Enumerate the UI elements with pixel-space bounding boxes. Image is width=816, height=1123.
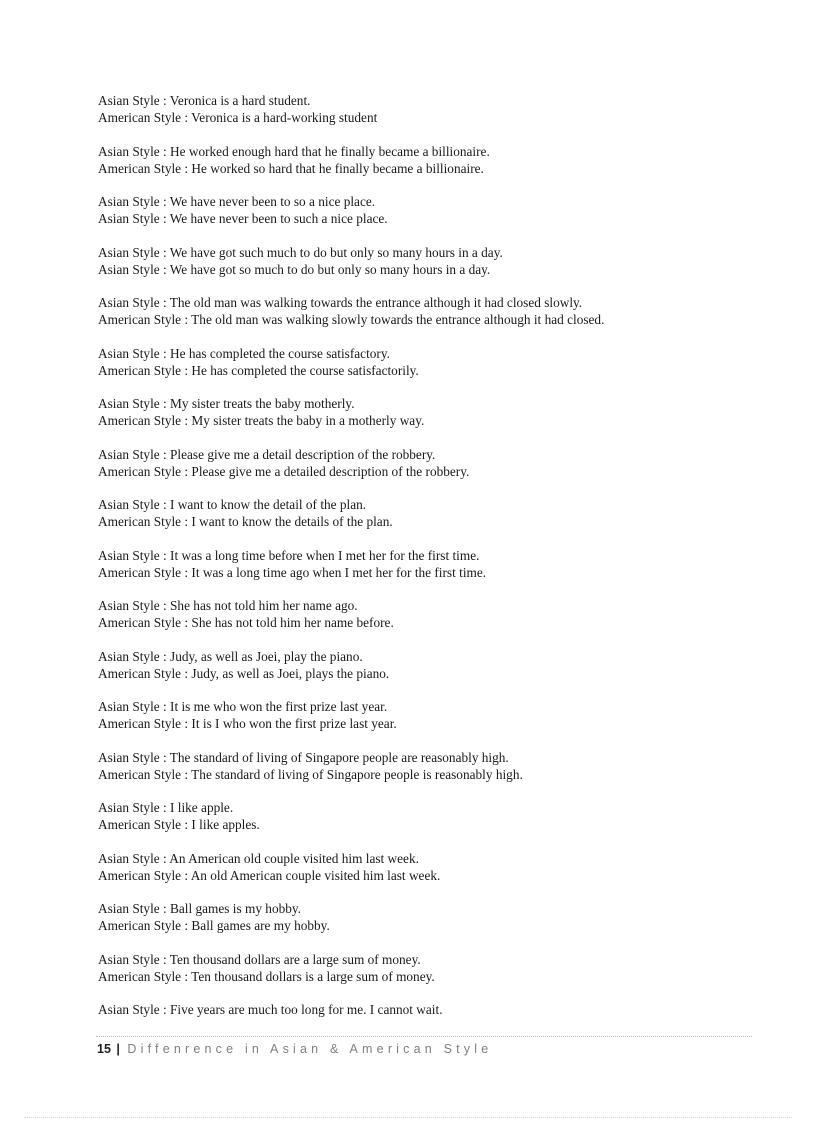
example-pair <box>98 749 778 783</box>
example-pair <box>98 345 778 379</box>
example-pair <box>98 244 778 278</box>
example-pair <box>98 294 778 328</box>
example-pair <box>98 900 778 934</box>
example-line-first: Asian Style : My sister treats the baby motherly. <box>98 396 355 411</box>
example-pair <box>98 496 778 530</box>
example-line-first: Asian Style : It was a long time before when I met her for the first time. <box>98 547 480 563</box>
example-pair <box>98 446 778 480</box>
example-line-second: American Style : Ball games are my hobby. <box>98 918 330 933</box>
example-line-first: Asian Style : The old man was walking towards the entrance although it had closed slowly. <box>98 295 583 310</box>
example-line-first: Asian Style : Ten thousand dollars are a large sum of money. <box>98 951 421 967</box>
example-line-first: Asian Style : Please give me a detail description of the robbery. <box>98 446 436 462</box>
example-line-first: Asian Style : Ball games is my hobby. <box>98 901 302 916</box>
example-line-second: American Style : Please give me a detailed description of the robbery. <box>98 463 470 479</box>
example-pair <box>98 395 778 429</box>
example-pair <box>98 799 778 833</box>
page-number: 15 <box>97 1042 111 1056</box>
footer-separator: | <box>116 1042 120 1056</box>
example-pair <box>98 1001 778 1018</box>
example-line-second: American Style : He worked so hard that he finally became a billionaire. <box>98 160 484 176</box>
example-line-second: American Style : An old American couple visited him last week. <box>98 867 441 883</box>
example-line-first: Asian Style : She has not told him her name ago. <box>98 598 358 613</box>
example-line-first: Asian Style : It is me who won the first prize last year. <box>98 699 388 714</box>
example-line-first: Asian Style : He has completed the course satisfactory. <box>98 345 390 361</box>
document-body <box>98 92 778 1035</box>
example-line-second: American Style : Judy, as well as Joei, plays the piano. <box>98 665 390 681</box>
example-pair <box>98 850 778 884</box>
example-line-first: Asian Style : He worked enough hard that he finally became a billionaire. <box>98 143 490 159</box>
example-line-first: Asian Style : Five years are much too long for me. I cannot wait. <box>98 1002 443 1017</box>
example-line-second: American Style : The standard of living of Singapore people is reasonably high. <box>98 766 523 782</box>
example-line-second: American Style : It is I who won the first prize last year. <box>98 716 397 731</box>
example-pair <box>98 92 778 126</box>
example-line-second: American Style : I like apples. <box>98 817 260 832</box>
example-line-first: Asian Style : An American old couple visited him last week. <box>98 850 419 866</box>
example-pair <box>98 698 778 732</box>
example-line-second: Asian Style : We have got so much to do but only so many hours in a day. <box>98 261 491 277</box>
example-line-second: American Style : My sister treats the baby in a motherly way. <box>98 413 425 428</box>
example-line-first: Asian Style : The standard of living of Singapore people are reasonably high. <box>98 749 509 765</box>
example-line-second: American Style : She has not told him her name before. <box>98 615 394 630</box>
example-line-first: Asian Style : We have got such much to do but only so many hours in a day. <box>98 244 503 260</box>
footer-document-title: Diffenrence in Asian & American Style <box>127 1042 493 1056</box>
page-bottom-edge <box>24 1117 792 1118</box>
example-line-first: Asian Style : I like apple. <box>98 800 234 815</box>
example-pair <box>98 951 778 985</box>
example-line-second: American Style : It was a long time ago when I met her for the first time. <box>98 564 487 580</box>
example-pair <box>98 547 778 581</box>
example-pair <box>98 648 778 682</box>
example-line-first: Asian Style : I want to know the detail of the plan. <box>98 497 367 512</box>
example-line-first: Asian Style : Judy, as well as Joei, play the piano. <box>98 648 363 664</box>
example-pair <box>98 143 778 177</box>
page-footer <box>97 1040 492 1058</box>
footer-divider <box>96 1036 752 1037</box>
example-line-second: American Style : The old man was walking slowly towards the entrance although it had closed. <box>98 312 605 327</box>
example-line-second: Asian Style : We have never been to such a nice place. <box>98 211 388 226</box>
example-line-second: American Style : He has completed the course satisfactorily. <box>98 362 419 378</box>
example-pair <box>98 193 778 227</box>
example-line-first: Asian Style : Veronica is a hard student. <box>98 93 311 108</box>
example-line-second: American Style : Veronica is a hard-working student <box>98 110 378 125</box>
example-line-second: American Style : I want to know the details of the plan. <box>98 514 393 529</box>
example-line-second: American Style : Ten thousand dollars is a large sum of money. <box>98 968 435 984</box>
example-line-first: Asian Style : We have never been to so a nice place. <box>98 194 376 209</box>
example-pair <box>98 597 778 631</box>
